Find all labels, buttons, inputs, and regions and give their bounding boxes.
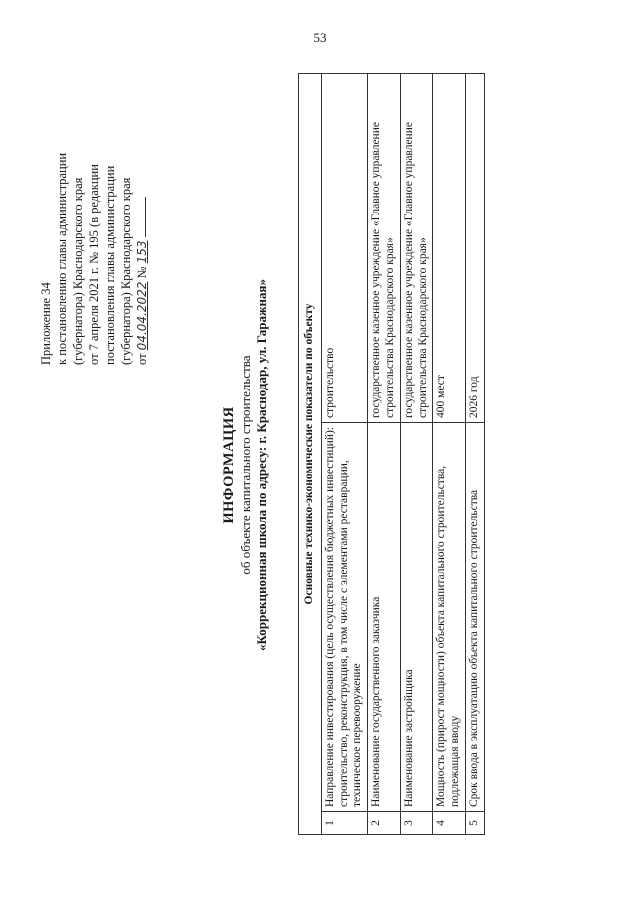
document-heading: ИНФОРМАЦИЯ xyxy=(221,406,237,524)
appendix-line: постановления главы администрации xyxy=(103,165,117,365)
appendix-line: (губернатора) Краснодарского края xyxy=(71,177,85,365)
table-row xyxy=(400,74,433,835)
row-value: государственное казенное учреждение «Главное управление строительства Краснодарского края» xyxy=(400,74,433,423)
row-label: Мощность (прирост мощности) объекта капитального строительства, подлежащая вводу xyxy=(433,423,466,812)
table-header-row xyxy=(299,74,322,835)
table-row xyxy=(433,74,466,835)
row-label: Срок ввода в эксплуатацию объекта капитального строительства xyxy=(465,423,484,812)
handwritten-number: 153 xyxy=(135,240,149,264)
row-number: 5 xyxy=(465,812,484,835)
table-row xyxy=(321,74,367,835)
row-label: Направление инвестирования (цель осуществления бюджетных инвестиций): строительство, реконструкция, в том числе с элементами реставрации, техническое перевооружение xyxy=(321,423,367,812)
appendix-line: к постановлению главы администрации xyxy=(55,152,69,365)
table-row xyxy=(465,74,484,835)
appendix-line: Приложение 34 xyxy=(39,282,53,365)
row-number: 4 xyxy=(433,812,466,835)
from-prefix: от xyxy=(135,353,149,365)
document-subtitle: об объекте капитального строительства xyxy=(238,355,254,575)
appendix-block xyxy=(38,75,150,365)
appendix-line: (губернатора) Краснодарского края xyxy=(119,177,133,365)
row-value: 400 мест xyxy=(433,74,466,423)
rotated-document xyxy=(30,70,610,860)
title-block xyxy=(220,70,271,860)
row-number: 1 xyxy=(321,812,367,835)
row-number: 3 xyxy=(400,812,433,835)
row-value: государственное казенное учреждение «Главное управление строительства Краснодарского края» xyxy=(368,74,401,423)
row-value: строительство xyxy=(321,74,367,423)
appendix-line: от 7 апреля 2021 г. № 195 (в редакции xyxy=(87,164,101,365)
handwritten-date: 04.04.2022 xyxy=(135,281,149,351)
indicators-table xyxy=(298,73,485,835)
number-prefix: № xyxy=(135,266,149,279)
row-value: 2026 год xyxy=(465,74,484,423)
row-label: Наименование государственного заказчика xyxy=(368,423,401,812)
object-name: «Коррекционная школа по адресу: г. Краснодар, ул. Гаражная» xyxy=(254,279,270,651)
row-number: 2 xyxy=(368,812,401,835)
table-row xyxy=(368,74,401,835)
underline-stroke xyxy=(135,197,146,237)
table-header: Основные технико-экономические показатели по объекту xyxy=(299,74,322,835)
appendix-date-line xyxy=(134,75,150,365)
row-label: Наименование застройщика xyxy=(400,423,433,812)
page-number: 53 xyxy=(313,30,327,45)
